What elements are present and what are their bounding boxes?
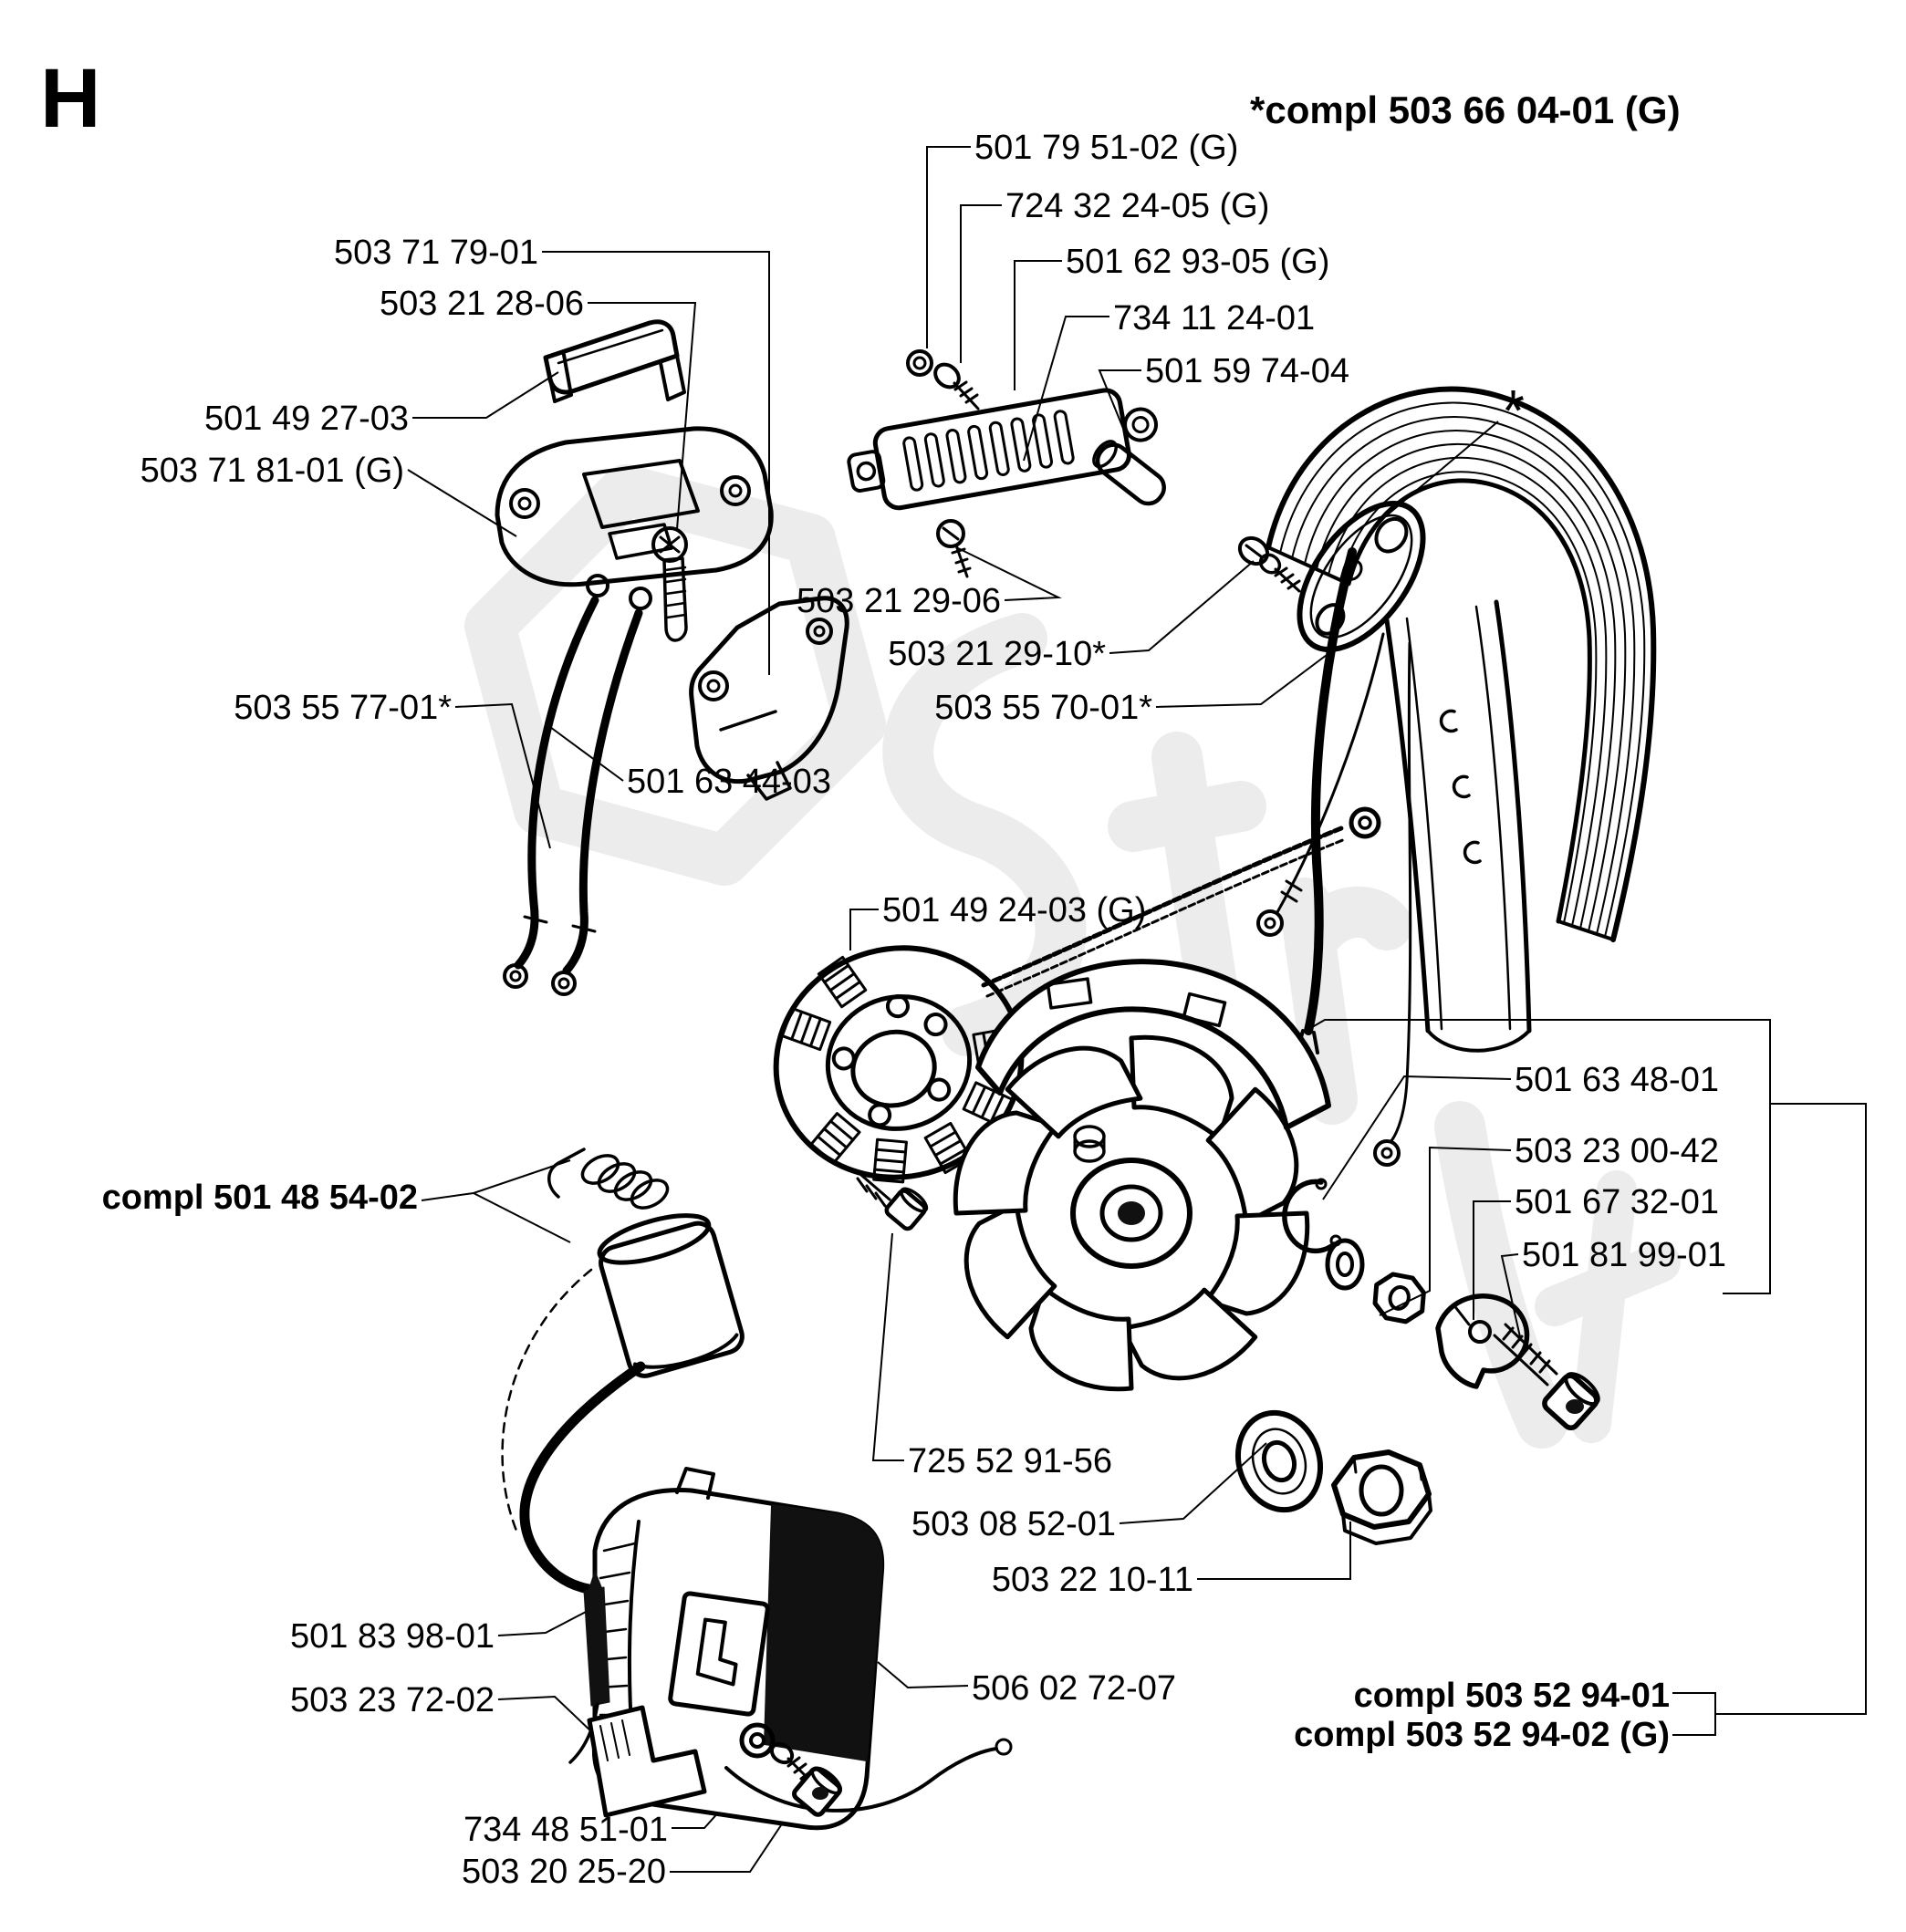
assembly-header: *compl 503 66 04-01 (G) xyxy=(1250,88,1681,131)
clip-strip-art xyxy=(546,322,684,401)
section-letter: H xyxy=(40,52,101,145)
part-label-503-08-52-01: 503 08 52-01 xyxy=(911,1505,1116,1543)
plug-boot-art xyxy=(593,1206,746,1380)
part-label-506-02-72-07: 506 02 72-07 xyxy=(972,1669,1176,1708)
flywheel-nut-art xyxy=(1334,1452,1431,1543)
part-label-compl-503-52-94-02: compl 503 52 94-02 (G) xyxy=(1294,1716,1670,1754)
flywheel-washer-art xyxy=(1225,1402,1332,1521)
part-label-501-49-27-03: 501 49 27-03 xyxy=(204,400,409,438)
part-label-501-59-74-04: 501 59 74-04 xyxy=(1145,352,1349,390)
small-nut-art xyxy=(1369,1269,1431,1326)
screw-a-art xyxy=(653,528,686,640)
part-label-503-71-79-01: 503 71 79-01 xyxy=(334,234,538,272)
asterisk-callout: * xyxy=(1502,378,1525,443)
part-label-compl-501-48-54-02: compl 501 48 54-02 xyxy=(101,1179,418,1217)
handle-guard-art xyxy=(1258,390,1653,1165)
part-label-503-21-28-06: 503 21 28-06 xyxy=(380,285,584,323)
part-label-734-11-24-01: 734 11 24-01 xyxy=(1113,299,1316,338)
part-label-501-83-98-01: 501 83 98-01 xyxy=(290,1617,495,1656)
grommet-oval-art xyxy=(1275,482,1447,671)
part-label-compl-503-52-94-01: compl 503 52 94-01 xyxy=(1353,1677,1670,1715)
screw-c-art xyxy=(938,521,970,576)
part-label-503-23-72-02: 503 23 72-02 xyxy=(290,1681,495,1719)
part-label-501-63-48-01: 501 63 48-01 xyxy=(1515,1061,1719,1099)
part-label-503-21-29-10: 503 21 29-10* xyxy=(888,635,1106,673)
part-label-503-21-29-06: 503 21 29-06 xyxy=(797,582,1001,620)
part-label-501-62-93-05: 501 62 93-05 (G) xyxy=(1066,243,1330,281)
part-label-503-23-00-42: 503 23 00-42 xyxy=(1515,1132,1719,1170)
part-label-503-55-77-01: 503 55 77-01* xyxy=(234,689,452,727)
part-label-725-52-91-56: 725 52 91-56 xyxy=(908,1442,1112,1480)
part-label-503-22-10-11: 503 22 10-11 xyxy=(991,1561,1193,1599)
part-label-501-63-44-03: 501 63 44-03 xyxy=(627,763,831,801)
part-label-734-48-51-01: 734 48 51-01 xyxy=(463,1811,668,1849)
part-label-501-49-24-03: 501 49 24-03 (G) xyxy=(882,891,1147,930)
part-label-501-67-32-01: 501 67 32-01 xyxy=(1515,1183,1719,1221)
spring-art xyxy=(549,1149,672,1213)
part-label-501-79-51-02: 501 79 51-02 (G) xyxy=(974,129,1239,167)
part-label-503-71-81-01: 503 71 81-01 (G) xyxy=(140,452,404,490)
part-label-724-32-24-05: 724 32 24-05 (G) xyxy=(1005,187,1270,225)
part-label-503-20-25-20: 503 20 25-20 xyxy=(462,1853,666,1891)
small-washer-art xyxy=(1328,1241,1362,1288)
part-label-503-55-70-01: 503 55 70-01* xyxy=(934,689,1152,727)
part-label-501-81-99-01: 501 81 99-01 xyxy=(1522,1236,1726,1274)
parts-art xyxy=(497,322,1653,1828)
top-fasteners-art xyxy=(908,351,978,409)
